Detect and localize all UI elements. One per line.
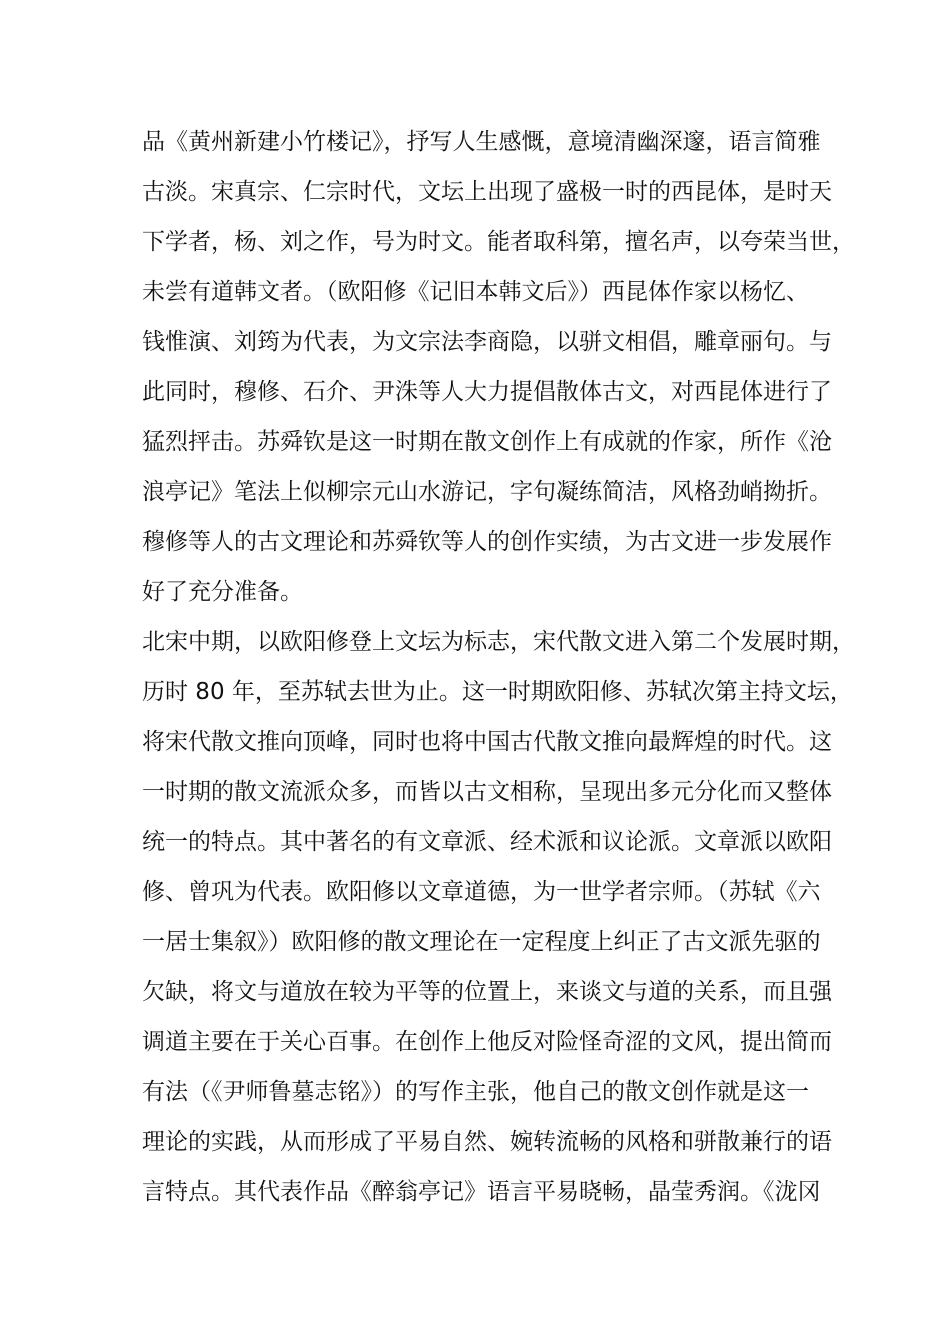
text-line: 浪亭记》笔法上似柳宗元山水游记，字句凝练简洁，风格劲峭拗折。 (142, 479, 832, 505)
text-line: 修、曾巩为代表。欧阳修以文章道德，为一世学者宗师。（苏轼《六 (142, 879, 821, 905)
text-line: 未尝有道韩文者。（欧阳修《记旧本韩文后》）西昆体作家以杨忆、 (142, 279, 809, 305)
text-line: 猛烈抨击。苏舜钦是这一时期在散文创作上有成就的作家，所作《沧 (142, 429, 832, 455)
text-line: 历时 80 年，至苏轼去世为止。这一时期欧阳修、苏轼次第主持文坛， (142, 679, 853, 705)
text-line: 好了充分准备。 (142, 579, 303, 605)
text-line: 将宋代散文推向顶峰，同时也将中国古代散文推向最辉煌的时代。这 (142, 729, 832, 755)
text-line: 统一的特点。其中著名的有文章派、经术派和议论派。文章派以欧阳 (142, 829, 832, 855)
text-line: 此同时，穆修、石介、尹洙等人大力提倡散体古文，对西昆体进行了 (142, 379, 832, 405)
text-line: 钱惟演、刘筠为代表，为文宗法李商隐，以骈文相倡，雕章丽句。与 (142, 329, 832, 355)
text-line: 有法（《尹师鲁墓志铭》）的写作主张，他自己的散文创作就是这一 (142, 1079, 809, 1105)
text-line: 古淡。宋真宗、仁宗时代，文坛上出现了盛极一时的西昆体，是时天 (142, 179, 832, 205)
text-line: 一时期的散文流派众多，而皆以古文相称，呈现出多元分化而又整体 (142, 779, 832, 805)
body-text (142, 117, 855, 1217)
text-line: 调道主要在于关心百事。在创作上他反对险怪奇涩的文风，提出简而 (142, 1029, 832, 1055)
text-line: 言特点。其代表作品《醉翁亭记》语言平易晓畅，晶莹秀润。《泷冈 (142, 1179, 821, 1205)
text-line: 品《黄州新建小竹楼记》，抒写人生感慨，意境清幽深邃，语言简雅 (142, 129, 821, 155)
text-line: 一居士集叙》）欧阳修的散文理论在一定程度上纠正了古文派先驱的 (142, 929, 821, 955)
text-line: 下学者，杨、刘之作，号为时文。能者取科第，擅名声，以夸荣当世， (142, 229, 855, 255)
text-line: 理论的实践，从而形成了平易自然、婉转流畅的风格和骈散兼行的语 (142, 1129, 832, 1155)
text-line: 穆修等人的古文理论和苏舜钦等人的创作实绩，为古文进一步发展作 (142, 529, 832, 555)
text-line: 北宋中期，以欧阳修登上文坛为标志，宋代散文进入第二个发展时期， (142, 629, 855, 655)
text-line: 欠缺，将文与道放在较为平等的位置上，来谈文与道的关系，而且强 (142, 979, 832, 1005)
